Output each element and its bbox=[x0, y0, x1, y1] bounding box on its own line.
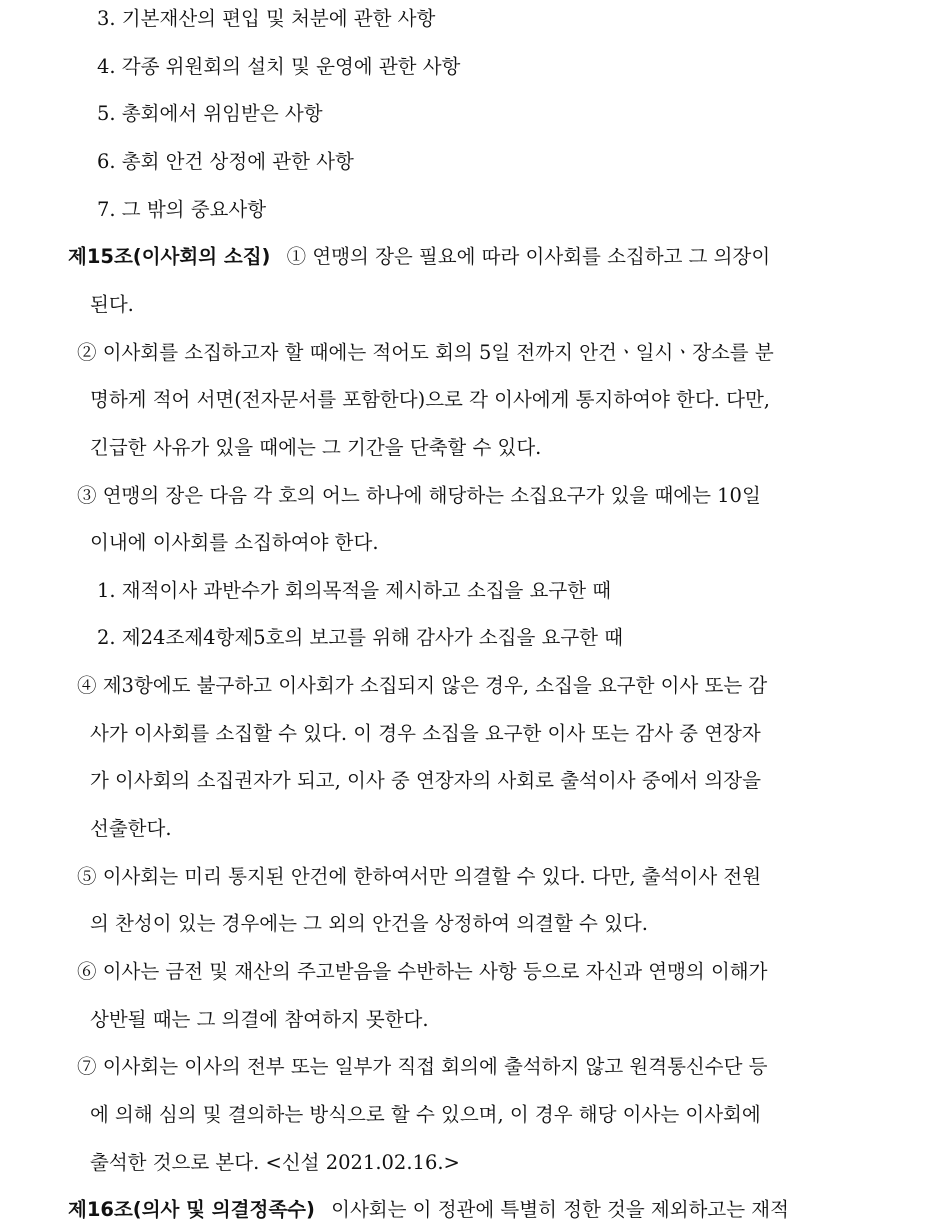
article-15-text: ① 연맹의 장은 필요에 따라 이사회를 소집하고 그 의장이 bbox=[286, 245, 771, 268]
paragraph-continuation bbox=[90, 766, 881, 796]
paragraph-continuation bbox=[90, 1100, 881, 1130]
line-text: 5. 총회에서 위임받은 사항 bbox=[97, 102, 323, 125]
line-text: 사가 이사회를 소집할 수 있다. 이 경우 소집을 요구한 이사 또는 감사 중 연장자 bbox=[90, 722, 761, 745]
article-16-heading-line bbox=[68, 1195, 881, 1225]
article-16-heading: 제16조(의사 및 의결정족수) bbox=[68, 1198, 315, 1221]
paragraph-continuation bbox=[90, 290, 881, 320]
line-text: 1. 재적이사 과반수가 회의목적을 제시하고 소집을 요구한 때 bbox=[97, 579, 612, 602]
line-text: 의 찬성이 있는 경우에는 그 외의 안건을 상정하여 의결할 수 있다. bbox=[90, 912, 648, 935]
line-text: 된다. bbox=[90, 293, 134, 316]
list-item-5 bbox=[0, 99, 950, 129]
paragraph-continuation bbox=[90, 909, 881, 939]
paragraph-continuation bbox=[90, 385, 881, 415]
line-text: 출석한 것으로 본다. <신설 2021.02.16.> bbox=[90, 1151, 460, 1174]
article-15-heading-line bbox=[68, 242, 881, 272]
line-text: ⑤ 이사회는 미리 통지된 안건에 한하여서만 의결할 수 있다. 다만, 출석이사 전원 bbox=[77, 865, 762, 888]
list-item-4 bbox=[0, 52, 950, 82]
list-item-1 bbox=[97, 576, 881, 606]
line-text: 6. 총회 안건 상정에 관한 사항 bbox=[97, 150, 354, 173]
list-item-2 bbox=[97, 623, 881, 653]
line-text: 3. 기본재산의 편입 및 처분에 관한 사항 bbox=[97, 7, 436, 30]
paragraph-continuation bbox=[90, 814, 881, 844]
paragraph-continuation bbox=[90, 433, 881, 463]
paragraph-5 bbox=[77, 862, 881, 892]
line-text: 명하게 적어 서면(전자문서를 포함한다)으로 각 이사에게 통지하여야 한다. 다만, bbox=[90, 388, 770, 411]
line-text: ③ 연맹의 장은 다음 각 호의 어느 하나에 해당하는 소집요구가 있을 때에는 10일 bbox=[77, 484, 761, 507]
line-text: 가 이사회의 소집권자가 되고, 이사 중 연장자의 사회로 출석이사 중에서 의장을 bbox=[90, 769, 761, 792]
paragraph-continuation bbox=[90, 528, 881, 558]
article-15-heading: 제15조(이사회의 소집) bbox=[68, 245, 271, 268]
line-text: ⑦ 이사회는 이사의 전부 또는 일부가 직접 회의에 출석하지 않고 원격통신수단 등 bbox=[77, 1055, 768, 1078]
line-text: 상반될 때는 그 의결에 참여하지 못한다. bbox=[90, 1008, 429, 1031]
paragraph-continuation bbox=[90, 719, 881, 749]
paragraph-4 bbox=[77, 671, 881, 701]
list-item-6 bbox=[0, 147, 950, 177]
paragraph-2 bbox=[77, 338, 881, 368]
list-item-7 bbox=[0, 195, 950, 225]
line-text: ④ 제3항에도 불구하고 이사회가 소집되지 않은 경우, 소집을 요구한 이사 또는 감 bbox=[77, 674, 768, 697]
list-item-3 bbox=[0, 4, 950, 34]
line-text: 에 의해 심의 및 결의하는 방식으로 할 수 있으며, 이 경우 해당 이사는 이사회에 bbox=[90, 1103, 761, 1126]
paragraph-7 bbox=[77, 1052, 881, 1082]
paragraph-3 bbox=[77, 481, 881, 511]
line-text: 2. 제24조제4항제5호의 보고를 위해 감사가 소집을 요구한 때 bbox=[97, 626, 624, 649]
line-text: 선출한다. bbox=[90, 817, 172, 840]
line-text: 이내에 이사회를 소집하여야 한다. bbox=[90, 531, 379, 554]
line-text: ② 이사회를 소집하고자 할 때에는 적어도 회의 5일 전까지 안건ㆍ일시ㆍ장소를 분 bbox=[77, 341, 774, 364]
article-16-text: 이사회는 이 정관에 특별히 정한 것을 제외하고는 재적 bbox=[331, 1198, 789, 1221]
line-text: 4. 각종 위원회의 설치 및 운영에 관한 사항 bbox=[97, 55, 461, 78]
line-text: 7. 그 밖의 중요사항 bbox=[97, 198, 267, 221]
line-text: 긴급한 사유가 있을 때에는 그 기간을 단축할 수 있다. bbox=[90, 436, 542, 459]
paragraph-continuation bbox=[90, 1148, 881, 1178]
paragraph-6 bbox=[77, 957, 881, 987]
paragraph-continuation bbox=[90, 1005, 881, 1035]
line-text: ⑥ 이사는 금전 및 재산의 주고받음을 수반하는 사항 등으로 자신과 연맹의 이해가 bbox=[77, 960, 768, 983]
